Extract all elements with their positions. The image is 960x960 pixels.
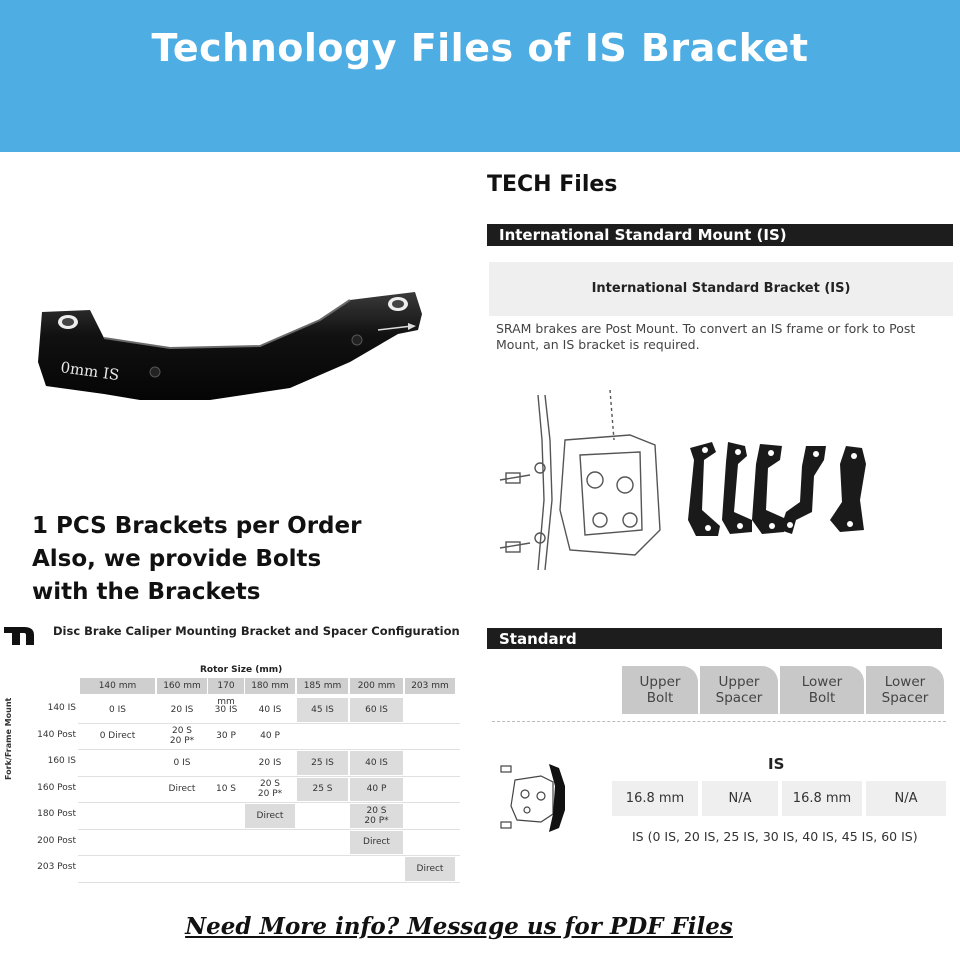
caliper-bracket-diagram — [490, 380, 950, 580]
page-title: Technology Files of IS Bracket — [151, 26, 809, 70]
config-row-line — [78, 776, 460, 777]
config-column-header: 180 mm — [245, 678, 295, 694]
standard-value-cell: 16.8 mm — [612, 781, 698, 816]
rotor-size-label: Rotor Size (mm) — [200, 665, 283, 675]
brand-logo-icon — [2, 623, 38, 647]
config-cell-text: 60 IS — [365, 704, 388, 715]
config-cell — [350, 698, 403, 722]
is-bracket-photo — [20, 270, 440, 440]
config-cell — [245, 751, 295, 775]
standard-header-cell — [700, 666, 778, 714]
is-row-label: IS — [768, 755, 785, 773]
standard-divider — [492, 721, 946, 722]
is-mount-section-title: International Standard Mount (IS) — [499, 226, 787, 244]
bracket-config-table — [20, 678, 460, 883]
config-column-header: 170 mm — [208, 678, 244, 694]
config-cell-text: 20 P* — [257, 789, 283, 800]
config-cell-text: 20 IS — [170, 704, 194, 715]
fork-frame-mount-label: Fork/Frame Mount — [4, 697, 13, 780]
standard-header-text — [716, 674, 763, 706]
standard-header-line: Spacer — [715, 690, 763, 706]
config-cell-text: Direct — [168, 784, 196, 795]
bracket-engraving: 0mm IS — [59, 358, 121, 385]
config-cell-text: 40 IS — [258, 704, 282, 715]
config-cell-text: 20 P* — [364, 815, 389, 826]
config-cell-text: 45 IS — [311, 704, 334, 715]
config-cell — [350, 751, 403, 775]
config-column-header: 203 mm — [405, 678, 455, 694]
config-row-label: 140 IS — [47, 703, 76, 713]
standard-header-text — [882, 674, 929, 706]
standard-header-line: Bolt — [808, 690, 836, 706]
config-cell-text: 30 P — [216, 731, 236, 742]
caliper-mini-icon — [497, 758, 575, 836]
config-row-label: 160 Post — [37, 782, 76, 793]
config-cell-text: Direct — [256, 810, 284, 821]
config-row-line — [78, 882, 460, 883]
config-row-label: 140 Post — [37, 729, 76, 740]
config-cell — [350, 804, 403, 828]
config-cell-text: 20 IS — [258, 757, 282, 768]
config-row-line — [78, 749, 460, 750]
config-cell-text: 20 P* — [169, 736, 195, 747]
standard-header-cell — [866, 666, 944, 714]
order-line-1: 1 PCS Brackets per Order — [32, 513, 362, 539]
order-info — [32, 510, 361, 609]
config-cell-text: Direct — [416, 863, 444, 874]
is-mount-section-bar — [487, 224, 953, 246]
config-column-header: 200 mm — [350, 678, 403, 694]
config-cell — [157, 698, 207, 722]
config-cell — [80, 725, 155, 749]
standard-header-line: Bolt — [646, 690, 674, 706]
config-cell — [208, 778, 244, 802]
config-cell — [245, 725, 295, 749]
standard-header-text — [640, 674, 681, 706]
config-cell — [157, 778, 207, 802]
config-cell — [157, 751, 207, 775]
standard-header-cell — [622, 666, 698, 714]
is-sizes-list: IS (0 IS, 20 IS, 25 IS, 30 IS, 40 IS, 45 IS, 60 IS) — [632, 829, 918, 844]
config-cell-text: 20 S — [366, 805, 387, 816]
order-line-2: Also, we provide Bolts — [32, 546, 322, 572]
header-banner — [0, 0, 960, 152]
is-bracket-box — [489, 262, 953, 316]
config-cell — [208, 698, 244, 722]
config-cell-text: 40 P — [366, 784, 387, 795]
config-column-header: 140 mm — [80, 678, 155, 694]
standard-header-line: Upper — [718, 674, 760, 690]
config-cell-text: 20 S — [259, 779, 281, 790]
config-cell-text: 0 IS — [173, 757, 191, 768]
config-cell — [208, 725, 244, 749]
config-cell-text: 25 IS — [311, 757, 334, 768]
standard-header-line: Spacer — [881, 690, 929, 706]
standard-header-line: Lower — [801, 674, 843, 690]
config-row-label: 203 Post — [37, 862, 76, 872]
footer-message[interactable]: Need More info? Message us for PDF Files — [185, 913, 733, 940]
config-row-line — [78, 802, 460, 803]
config-cell — [350, 831, 403, 855]
config-cell — [245, 778, 295, 802]
config-cell — [350, 778, 403, 802]
config-title: Disc Brake Caliper Mounting Bracket and Spacer Configuration — [53, 624, 460, 638]
config-cell-text: 40 P — [260, 731, 280, 742]
config-cell-text: 30 IS — [214, 704, 238, 715]
config-cell-text: 20 S — [171, 726, 193, 737]
config-cell-text: Direct — [363, 837, 390, 848]
standard-value-cell: N/A — [866, 781, 946, 816]
config-cell — [405, 857, 455, 881]
sram-note: SRAM brakes are Post Mount. To convert an IS frame or fork to Post Mount, an IS bracket is required. — [496, 321, 916, 352]
standard-header-text — [802, 674, 842, 706]
config-cell — [245, 698, 295, 722]
standard-header-cell — [780, 666, 864, 714]
config-row-label: 200 Post — [37, 835, 76, 846]
standard-value-cell: N/A — [702, 781, 778, 816]
config-row-line — [78, 855, 460, 856]
config-row-label: 180 Post — [37, 809, 76, 819]
config-row-line — [78, 723, 460, 724]
standard-header-line: Lower — [884, 674, 926, 690]
order-line-3: with the Brackets — [32, 579, 261, 605]
config-cell-text: 0 IS — [109, 704, 126, 715]
standard-header-line: Upper — [639, 674, 681, 690]
is-bracket-title: International Standard Bracket (IS) — [591, 281, 851, 296]
config-cell — [297, 698, 348, 722]
standard-value-cell: 16.8 mm — [782, 781, 862, 816]
config-cell-text: 40 IS — [365, 757, 388, 768]
config-cell — [297, 778, 348, 802]
config-cell — [157, 725, 207, 749]
config-row-line — [78, 829, 460, 830]
tech-files-heading: TECH Files — [487, 172, 618, 197]
config-cell-text: 25 S — [312, 784, 333, 795]
config-cell — [80, 698, 155, 722]
config-cell — [297, 751, 348, 775]
standard-section-bar — [487, 628, 942, 649]
config-column-header: 160 mm — [157, 678, 207, 694]
config-cell — [245, 804, 295, 828]
config-row-label: 160 IS — [47, 756, 76, 766]
config-cell-text: 0 Direct — [99, 731, 136, 742]
config-cell-text: 10 S — [215, 784, 237, 795]
config-column-header: 185 mm — [297, 678, 348, 694]
standard-section-title: Standard — [499, 630, 577, 648]
